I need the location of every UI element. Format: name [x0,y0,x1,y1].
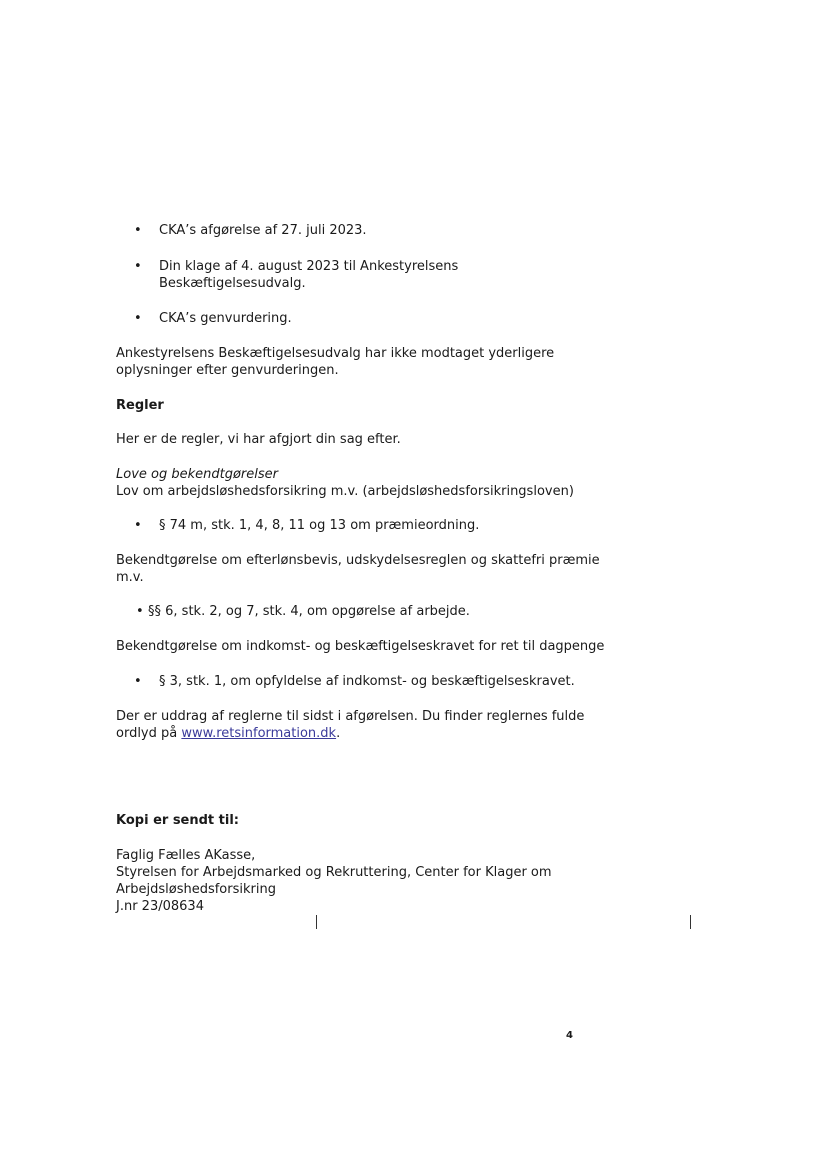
link-prefix: ordlyd på [116,726,182,741]
bullet-icon: • [134,674,142,689]
list-item: CKA’s afgørelse af 27. juli 2023. [159,223,367,238]
laws-subheading: Love og bekendtgørelser [116,467,278,482]
law-title-continued: m.v. [116,570,144,585]
law-item: § 3, stk. 1, om opfyldelse af indkomst- og beskæftigelseskravet. [159,674,575,689]
paragraph-line: Ankestyrelsens Beskæftigelsesudvalg har ikke modtaget yderligere [116,346,555,361]
law-title: Bekendtgørelse om indkomst- og beskæftigelseskravet for ret til dagpenge [116,639,605,654]
section-heading-copy: Kopi er sendt til: [116,813,239,828]
list-item: CKA’s genvurdering. [159,311,292,326]
list-item-continued: Beskæftigelsesudvalg. [159,276,306,291]
retsinformation-link[interactable]: www.retsinformation.dk [181,726,337,741]
section-heading-rules: Regler [116,398,164,413]
recipient-line: Faglig Fælles AKasse, [116,848,256,863]
law-item: § 74 m, stk. 1, 4, 8, 11 og 13 om præmieordning. [159,518,480,533]
law-title: Lov om arbejdsløshedsforsikring m.v. (arbejdsløshedsforsikringsloven) [116,484,574,499]
link-suffix: . [336,726,341,741]
page-number: 4 [566,1030,573,1041]
law-title: Bekendtgørelse om efterlønsbevis, udskydelsesreglen og skattefri præmie [116,553,600,568]
recipient-line: Arbejdsløshedsforsikring [116,882,276,897]
recipient-line: Styrelsen for Arbejdsmarked og Rekruttering, Center for Klager om [116,865,552,880]
bullet-icon: • [134,223,142,238]
recipient-line: J.nr 23/08634 [116,899,204,914]
list-item: Din klage af 4. august 2023 til Ankestyrelsens [159,259,459,274]
rules-intro: Her er de regler, vi har afgjort din sag efter. [116,432,401,447]
margin-mark [316,915,317,929]
bullet-icon: • [134,259,142,274]
bullet-icon: • [136,604,144,619]
paragraph-line: oplysninger efter genvurderingen. [116,363,339,378]
paragraph-line: Der er uddrag af reglerne til sidst i afgørelsen. Du finder reglernes fulde [116,709,585,724]
law-item: §§ 6, stk. 2, og 7, stk. 4, om opgørelse af arbejde. [148,604,470,619]
bullet-icon: • [134,311,142,326]
margin-mark [690,915,691,929]
bullet-icon: • [134,518,142,533]
paragraph-line [116,725,340,742]
